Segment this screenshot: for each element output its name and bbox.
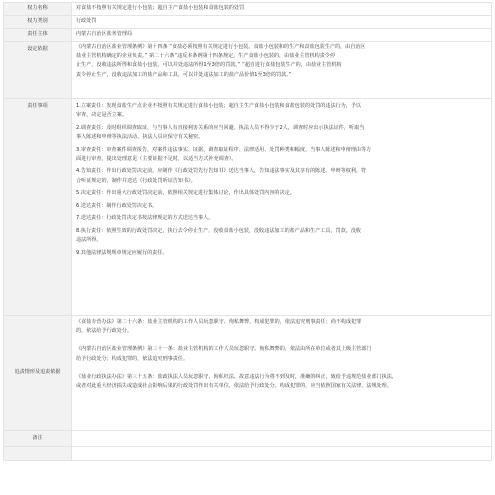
duty-line: 合听证规定的，制作并送达《行政处罚听证告知书》。 (76, 177, 196, 184)
row-legal-basis (4, 42, 492, 99)
responsible-subject-value: 内蒙古自治区盐务管理局 (72, 29, 492, 42)
row-remarks (4, 431, 492, 447)
legal-basis-line: 《内蒙古自治区盐业管理条例》第十四条 “食盐必须按照有关规定进行小包装。食盐小包装和的生产和食盐包装生产的，由自治区 (76, 44, 366, 50)
duty-line: 4.告知责任：作出行政处罚决定前，应制作《行政处罚先行告知书》送达当事人，告知违法事实及其享有的陈述、申辩等权利。符 (76, 168, 367, 175)
power-list-table (3, 2, 492, 461)
duty-line: 3.审查责任：审查案件调查报告，对案件违法事实、证据、调查取证程序、法律适用、处罚种类和幅度、当事人陈述和申辩理由等方 (76, 146, 372, 153)
duties-value (72, 99, 492, 316)
legal-basis-line: 盐业主管机构确定的企业负责。” 第二十六条“违反本条例第十四条规定，生产食盐小包装的，由盐业主管机构责令停 (76, 53, 336, 60)
row-responsible-subject (4, 29, 492, 42)
row-power-name (4, 3, 492, 16)
remarks-label: 备注 (4, 431, 72, 447)
blank-label-cell (4, 447, 72, 461)
accountability-value (72, 316, 492, 431)
power-category-label: 权力类别 (4, 16, 72, 29)
legal-basis-value (72, 42, 492, 99)
row-power-category (4, 16, 492, 29)
legal-basis-label: 设定依据 (4, 42, 72, 99)
duty-line: 1.立案责任：发现食盐生产点企业不按照有关规定进行食盐小包装；超自主生产食盐小包装和食盐包装的处罚的违法行为，予以 (76, 103, 362, 109)
accountability-line: 或者对此重大经济损失或造成社会影响后果的行政处罚作出有关单位，依法给予行政处分。构成犯罪的，应当依照国家有关法律、法规处理。 (76, 383, 392, 390)
row-blank (4, 447, 492, 461)
remarks-value (72, 431, 492, 447)
duty-line: 面进行审查，提出处理意见（主要证据不足时，以适当方式补充调查）。 (76, 155, 237, 162)
duty-line: 2.调查责任：及时组织调查取证，与当事人有直接利害关系的应当回避。执法人员不得少于2人，调查时应出示执法证件，听取当 (76, 124, 365, 131)
accountability-line: 《内蒙古自治区盐业管理条例》第三十一条：盐业主管机构的工作人员玩忽职守、徇私舞弊的，依法由所在单位或者其上级主管部门 (76, 346, 372, 353)
duty-line: 违法所得。 (76, 237, 102, 244)
accountability-line: 的，依法给予行政处分。 (76, 328, 133, 335)
duty-line: 7.送达责任：行政处罚决定书按法律规定的方式送达当事人。 (76, 215, 214, 222)
row-accountability (4, 316, 492, 431)
duty-line: 9.其他法律法规规章规定应履行的责任。 (76, 249, 168, 256)
duties-label: 责任事项 (4, 99, 72, 316)
duty-line: 5.决定责任：作出重大行政处罚决定前，依照相关规定进行集体讨论，作出具体处罚内容的决定。 (76, 190, 295, 197)
accountability-line: 《食盐专营办法》第二十六条：盐业主管机构的工作人员玩忽职守、徇私舞弊，构成犯罪的，依法追究刑事责任；尚不构成犯罪 (76, 319, 362, 325)
blank-value-cell (72, 447, 492, 461)
duty-line: 8.执行责任：依照生效的行政处罚决定，执行去令停止生产，没收食盐小包装，没收违法加工的盐产品和生产工具，罚款，没收 (76, 227, 362, 234)
legal-basis-line: 责令停止生产，没收违法加工的盐产品和工具，可以并处违法加工的盐产品价值1至3倍的罚款。” (76, 71, 292, 78)
accountability-label: 追责情形及追责依据 (4, 316, 72, 431)
power-category-value: 行政处罚 (72, 16, 492, 29)
accountability-line: 给予行政处分；构成犯罪的，依法追究刑事责任。 (76, 355, 189, 362)
power-name-value: 对食盐不按照有关规定进行小包装；超自主产食盐小包装和食盐包装的处罚 (72, 3, 492, 16)
legal-basis-line: 止生产，没收违法所得和食盐小包装，可以并处违法所得1至3倍的罚款。” “超自进行食盐包装生产的，由盐业主管机构 (76, 62, 342, 69)
duty-line: 6.送达责任：制作行政处罚决定书。 (76, 202, 158, 209)
duty-line: 事人陈述和申辩等执法活动。执法人员应保守有关秘密。 (76, 134, 204, 140)
accountability-line: 《盐业行政执法办法》第三十五条：盐政执法人员玩忽职守、徇私枉法、故意违法行为将不到及时，准确的纠正，致给予违规范盐业部门执法， (76, 373, 397, 380)
duty-line: 审查，决定是否立案。 (76, 112, 127, 119)
responsible-subject-label: 责任主体 (4, 29, 72, 42)
power-name-label: 权力名称 (4, 3, 72, 16)
row-duties (4, 99, 492, 316)
